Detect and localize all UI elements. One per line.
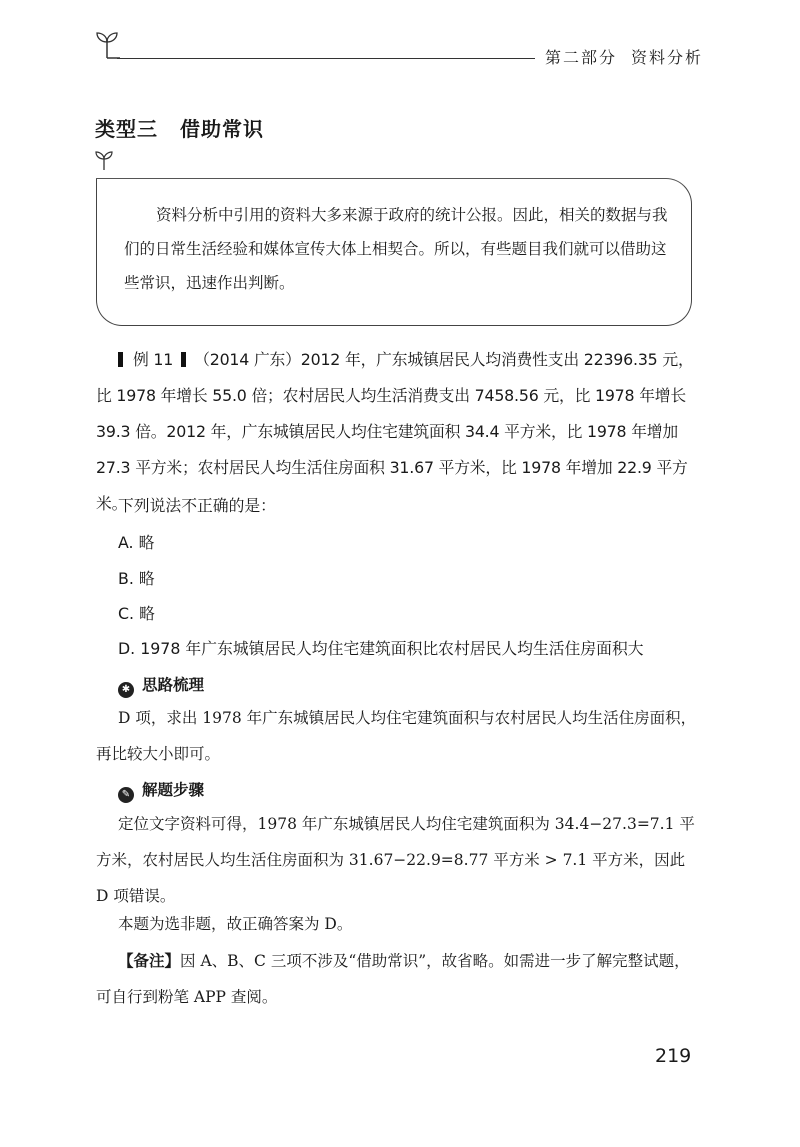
thinking-heading bbox=[118, 673, 204, 698]
option-d: D. 1978 年广东城镇居民人均住宅建筑面积比农村居民人均生活住房面积大 bbox=[118, 639, 644, 658]
solution-heading bbox=[118, 778, 204, 803]
section-label: 类型三 bbox=[95, 117, 158, 141]
section-name: 借助常识 bbox=[180, 117, 264, 141]
sprout-icon bbox=[94, 150, 124, 172]
solution-title: 解题步骤 bbox=[142, 781, 205, 799]
header-section: 资料分析 bbox=[631, 48, 704, 67]
bracket-mark bbox=[181, 352, 186, 367]
option-b: B. 略 bbox=[118, 569, 155, 588]
thinking-text: D 项，求出 1978 年广东城镇居民人均住宅建筑面积与农村居民人均生活住房面积，再比较大小即可。 bbox=[96, 709, 697, 763]
note-paragraph bbox=[96, 943, 701, 1015]
pen-icon: ✎ bbox=[118, 787, 134, 803]
header-part: 第二部分 bbox=[545, 48, 618, 67]
option-a: A. 略 bbox=[118, 533, 155, 552]
header-rule bbox=[117, 58, 535, 59]
page-number: 219 bbox=[655, 1045, 692, 1067]
example-label: 例 11 bbox=[133, 350, 174, 369]
answer-text: 本题为选非题，故正确答案为 D。 bbox=[118, 915, 353, 933]
thinking-title: 思路梳理 bbox=[142, 676, 205, 694]
bracket-mark bbox=[118, 352, 123, 367]
intro-text: 资料分析中引用的资料大多来源于政府的统计公报。因此，相关的数据与我们的日常生活经验和媒体宣传大体上相契合。所以，有些题目我们就可以借助这些常识，迅速作出判断。 bbox=[124, 206, 668, 292]
note-text: 因 A、B、C 三项不涉及“借助常识”，故省略。如需进一步了解完整试题，可自行到粉笔 APP 查阅。 bbox=[96, 952, 690, 1006]
sprout-icon bbox=[94, 30, 120, 60]
section-title bbox=[95, 113, 264, 142]
gear-icon: ✱ bbox=[118, 682, 134, 698]
note-label: 【备注】 bbox=[118, 952, 181, 970]
question-text: 下列说法不正确的是： bbox=[118, 496, 276, 515]
running-header bbox=[545, 45, 703, 68]
solution-text: 定位文字资料可得，1978 年广东城镇居民人均住宅建筑面积为 34.4−27.3=7.1 平方米，农村居民人均生活住房面积为 31.67−22.9=8.77 平方米 > 7.1 平方米，因此 D 项错误。 bbox=[96, 815, 695, 905]
option-c: C. 略 bbox=[118, 604, 155, 623]
example-source: （2014 广东） bbox=[194, 350, 301, 369]
example-text: 2012 年，广东城镇居民人均消费性支出 22396.35 元，比 1978 年增长 55.0 倍；农村居民人均生活消费支出 7458.56 元，比 1978 年增长 39.3 倍。2012 年，广东城镇居民人均住宅建筑面积 34.4 平方米，比 1978 年增加 27.3 平方米；农村居民人均生活住房面积 31.67 平方米，比 1978 年增加 22.9 平方米。 bbox=[96, 350, 694, 513]
